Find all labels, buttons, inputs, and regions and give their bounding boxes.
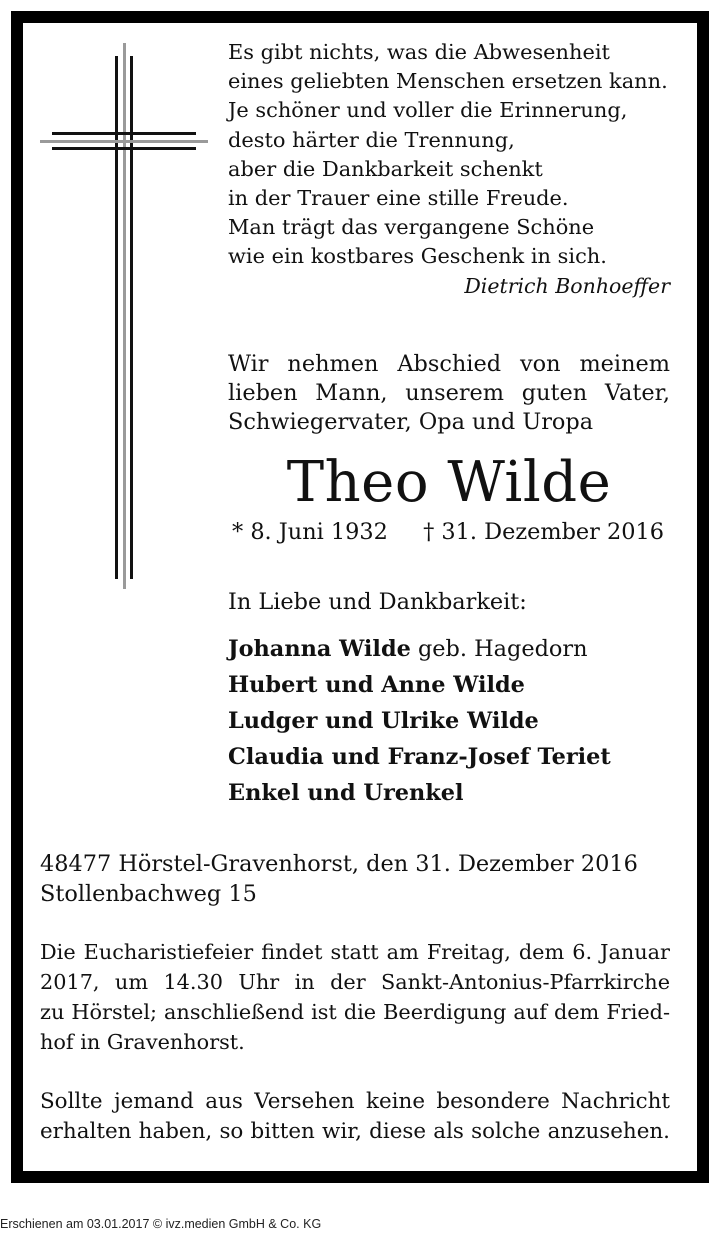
mourner-row bbox=[228, 631, 678, 667]
service-line: zu Hörstel; anschließend ist die Beerdigung auf dem Fried- bbox=[40, 1000, 670, 1024]
cross-horizontal-bottom bbox=[52, 147, 196, 150]
mourner-name: Hubert und Anne Wilde bbox=[228, 672, 525, 698]
mourner-row bbox=[228, 667, 678, 703]
farewell-intro bbox=[228, 350, 670, 438]
note-line: Sollte jemand aus Versehen keine besondere Nachricht bbox=[40, 1089, 670, 1114]
mourners-list bbox=[228, 631, 678, 811]
intro-line: Wir nehmen Abschied von meinem bbox=[228, 351, 670, 377]
quote-line: Es gibt nichts, was die Abwesenheit bbox=[228, 40, 610, 64]
place-date: 48477 Hörstel-Gravenhorst, den 31. Dezember 2016 bbox=[40, 851, 638, 877]
service-line: 2017, um 14.30 Uhr in der Sankt-Antonius-Pfarrkirche bbox=[40, 970, 670, 994]
service-line: Die Eucharistiefeier findet statt am Freitag, dem 6. Januar bbox=[40, 940, 670, 964]
cross-icon bbox=[40, 43, 208, 589]
mourner-row bbox=[228, 703, 678, 739]
mourner-name: Enkel und Urenkel bbox=[228, 780, 464, 806]
cross-horizontal-grey bbox=[40, 140, 208, 143]
street-address: Stollenbachweg 15 bbox=[40, 881, 257, 907]
quote-line: wie ein kostbares Geschenk in sich. bbox=[228, 244, 607, 269]
deceased-name: Theo Wilde bbox=[286, 450, 612, 515]
note-line: erhalten haben, so bitten wir, diese als solche anzusehen. bbox=[40, 1119, 670, 1144]
mourner-suffix: geb. Hagedorn bbox=[410, 636, 588, 662]
quote-line: Je schöner und voller die Erinnerung, bbox=[228, 98, 628, 123]
intro-line: Schwiegervater, Opa und Uropa bbox=[228, 409, 594, 436]
birth-date: * 8. Juni 1932 bbox=[232, 519, 388, 545]
cross-horizontal-top bbox=[52, 132, 196, 135]
mourner-row bbox=[228, 775, 678, 811]
quote-line: in der Trauer eine stille Freude. bbox=[228, 186, 569, 211]
publication-credit: Erschienen am 03.01.2017 © ivz.medien GmbH & Co. KG bbox=[0, 1217, 322, 1231]
bonhoeffer-quote bbox=[228, 38, 670, 301]
quote-line: aber die Dankbarkeit schenkt bbox=[228, 156, 543, 181]
service-info bbox=[40, 937, 670, 1057]
mourner-name: Ludger und Ulrike Wilde bbox=[228, 708, 539, 734]
address-block bbox=[40, 849, 670, 909]
signoff-text: In Liebe und Dankbarkeit: bbox=[228, 589, 527, 615]
service-line: hof in Gravenhorst. bbox=[40, 1030, 245, 1054]
intro-line: lieben Mann, unserem guten Vater, bbox=[228, 380, 670, 407]
cross-vertical-grey bbox=[123, 43, 126, 589]
quote-line: Man trägt das vergangene Schöne bbox=[228, 215, 595, 240]
quote-line: desto härter die Trennung, bbox=[228, 127, 515, 152]
notification-note bbox=[40, 1087, 670, 1147]
mourner-name: Johanna Wilde bbox=[228, 636, 411, 662]
quote-line: eines geliebten Menschen ersetzen kann. bbox=[228, 69, 668, 94]
mourner-row bbox=[228, 739, 678, 775]
death-date: † 31. Dezember 2016 bbox=[423, 519, 664, 545]
quote-author: Dietrich Bonhoeffer bbox=[464, 273, 670, 298]
mourner-name: Claudia und Franz-Josef Teriet bbox=[228, 744, 611, 770]
